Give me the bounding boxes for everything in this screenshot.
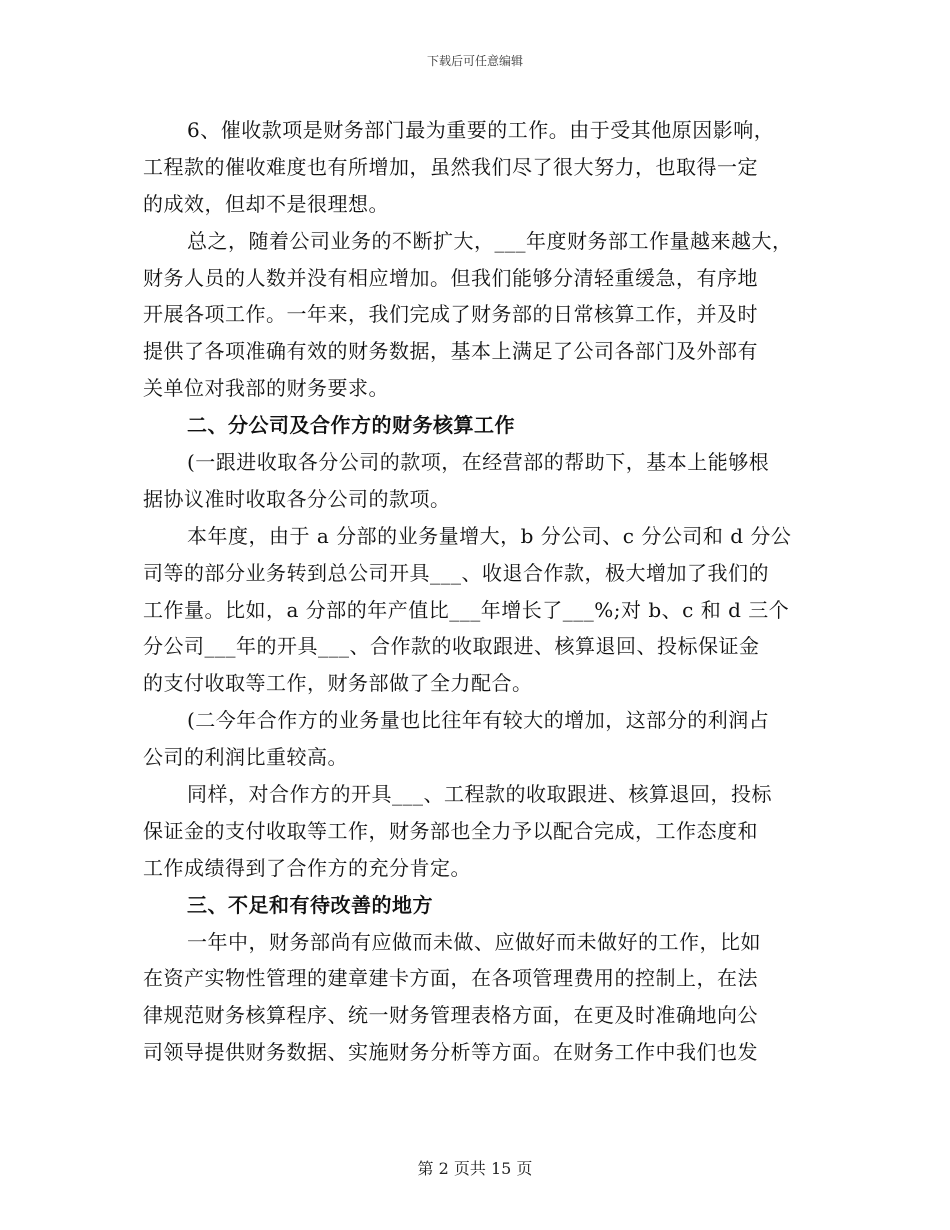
text-line: (二今年合作方的业务量也比往年有较大的增加，这部分的利润占 (187, 708, 770, 733)
text-line: 提供了各项准确有效的财务数据，基本上满足了公司各部门及外部有 (143, 339, 758, 364)
text-line: 工作量。比如，a 分部的年产值比___年增长了___%;对 b、c 和 d 三个 (143, 597, 790, 622)
page-header: 下载后可任意编辑 (426, 54, 523, 68)
text-line: 保证金的支付收取等工作，财务部也全力予以配合完成，工作态度和 (143, 818, 758, 843)
text-line: 的支付收取等工作，财务部做了全力配合。 (143, 671, 533, 696)
text-line: 工作成绩得到了合作方的充分肯定。 (143, 855, 471, 880)
text-line: 6、催收款项是财务部门最为重要的工作。由于受其他原因影响， (187, 118, 775, 142)
text-line: 分公司___年的开具___、合作款的收取跟进、核算退回、投标保证金 (143, 634, 760, 659)
text-line: 一年中，财务部尚有应做而未做、应做好而未做好的工作，比如 (187, 929, 761, 954)
text-line: 关单位对我部的财务要求。 (143, 376, 389, 401)
text-line: 开展各项工作。一年来，我们完成了财务部的日常核算工作，并及时 (143, 302, 758, 327)
text-line: 律规范财务核算程序、统一财务管理表格方面，在更及时准确地向公 (143, 1003, 758, 1028)
text-line: 在资产实物性管理的建章建卡方面，在各项管理费用的控制上，在法 (143, 966, 758, 991)
text-line: (一跟进收取各分公司的款项，在经营部的帮助下，基本上能够根 (187, 450, 770, 475)
section-heading: 二、分公司及合作方的财务核算工作 (187, 413, 515, 438)
text-line: 本年度，由于 a 分部的业务量增大，b 分公司、c 分公司和 d 分公 (187, 523, 792, 548)
page-footer: 第 2 页共 15 页 (417, 1159, 533, 1178)
text-line: 司等的部分业务转到总公司开具___、收退合作款，极大增加了我们的 (143, 560, 769, 585)
text-line: 财务人员的人数并没有相应增加。但我们能够分清轻重缓急，有序地 (143, 265, 758, 290)
text-line: 工程款的催收难度也有所增加，虽然我们尽了很大努力，也取得一定 (143, 154, 758, 179)
text-line: 的成效，但却不是很理想。 (143, 191, 389, 216)
text-line: 总之，随着公司业务的不断扩大，___年度财务部工作量越来越大， (187, 228, 793, 253)
document-body (143, 112, 823, 1071)
text-line: 司领导提供财务数据、实施财务分析等方面。在财务工作中我们也发 (143, 1040, 758, 1065)
section-heading: 三、不足和有待改善的地方 (187, 892, 433, 917)
text-line: 公司的利润比重较高。 (143, 745, 348, 770)
text-line: 据协议准时收取各分公司的款项。 (143, 486, 451, 511)
text-line: 同样，对合作方的开具___、工程款的收取跟进、核算退回，投标 (187, 782, 772, 807)
